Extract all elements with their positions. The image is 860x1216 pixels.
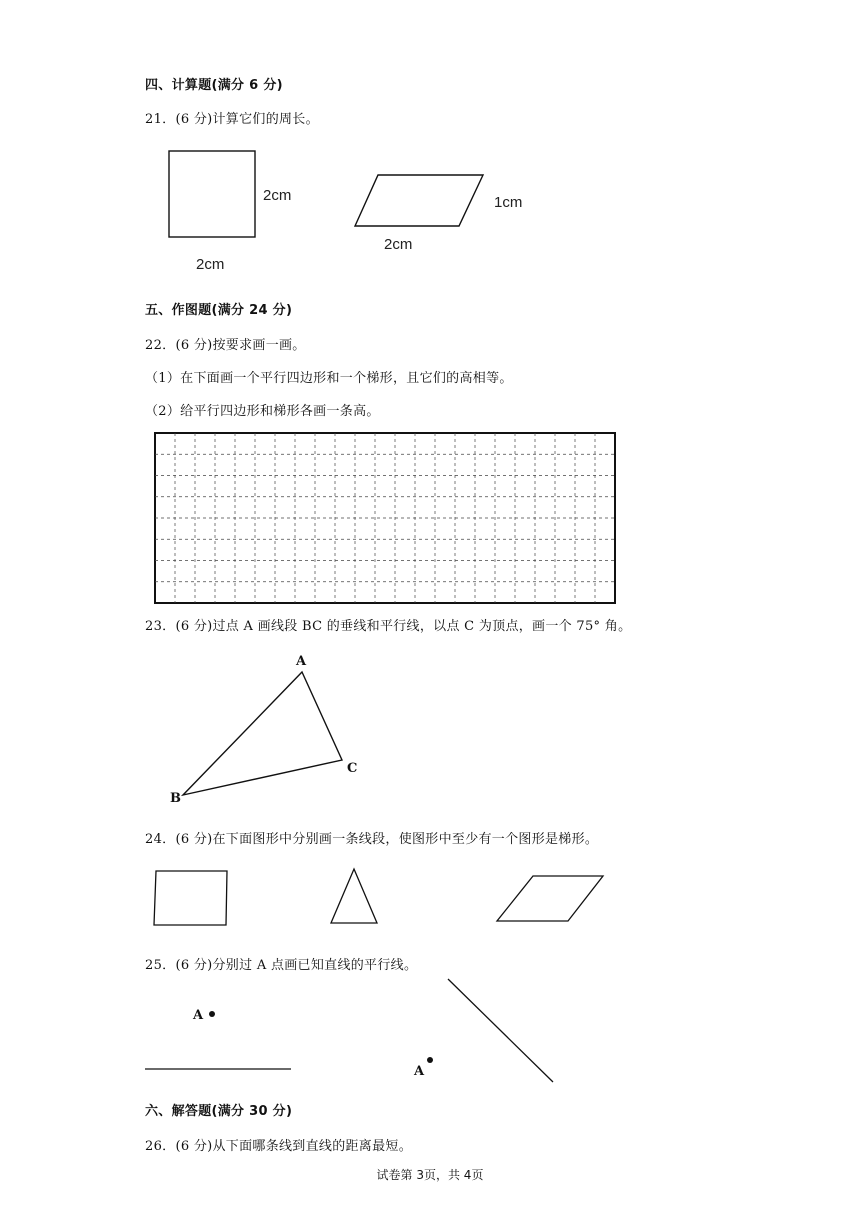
- q25-point-a1-label: A: [193, 1008, 204, 1023]
- square-bottom-label: 2cm: [196, 256, 225, 273]
- drawing-grid: [155, 433, 615, 603]
- q25-point-a1: [209, 1011, 215, 1017]
- page-footer: 试卷第 3页，共 4页: [376, 1168, 484, 1182]
- q25-point-a2-label: A: [414, 1064, 425, 1079]
- parallelogram-shape: [355, 175, 483, 226]
- question-24: 24．(6 分)在下面图形中分别画一条线段，使图形中至少有一个图形是梯形。: [145, 832, 599, 847]
- section-6-heading: 六、解答题(满分 30 分): [145, 1104, 293, 1119]
- section-5-heading: 五、作图题(满分 24 分): [145, 303, 293, 318]
- question-22-part-2: （2）给平行四边形和梯形各画一条高。: [145, 404, 380, 419]
- question-23: 23．(6 分)过点 A 画线段 BC 的垂线和平行线，以点 C 为顶点，画一个 75° 角。: [145, 619, 632, 634]
- q24-rectangle-shape: [154, 871, 227, 925]
- square-side-label: 2cm: [263, 187, 292, 204]
- q25-diagonal-line: [448, 979, 553, 1082]
- parallelogram-side-label: 1cm: [494, 194, 523, 211]
- q24-triangle-shape: [331, 869, 377, 923]
- point-a-label: A: [296, 654, 307, 669]
- section-4-heading: 四、计算题(满分 6 分): [145, 78, 283, 93]
- point-c-label: C: [347, 761, 358, 776]
- triangle-abc: [183, 672, 342, 795]
- question-21: 21．(6 分)计算它们的周长。: [145, 112, 319, 127]
- point-b-label: B: [170, 791, 181, 806]
- question-22: 22．(6 分)按要求画一画。: [145, 338, 306, 353]
- parallelogram-bottom-label: 2cm: [384, 236, 413, 253]
- grid-dashed-lines: [155, 433, 615, 603]
- q25-point-a2: [427, 1057, 433, 1063]
- question-25: 25．(6 分)分别过 A 点画已知直线的平行线。: [145, 958, 418, 973]
- question-26: 26．(6 分)从下面哪条线到直线的距离最短。: [145, 1139, 412, 1154]
- question-22-part-1: （1）在下面画一个平行四边形和一个梯形，且它们的高相等。: [145, 371, 513, 386]
- q24-parallelogram-shape: [497, 876, 603, 921]
- square-shape: [169, 151, 255, 237]
